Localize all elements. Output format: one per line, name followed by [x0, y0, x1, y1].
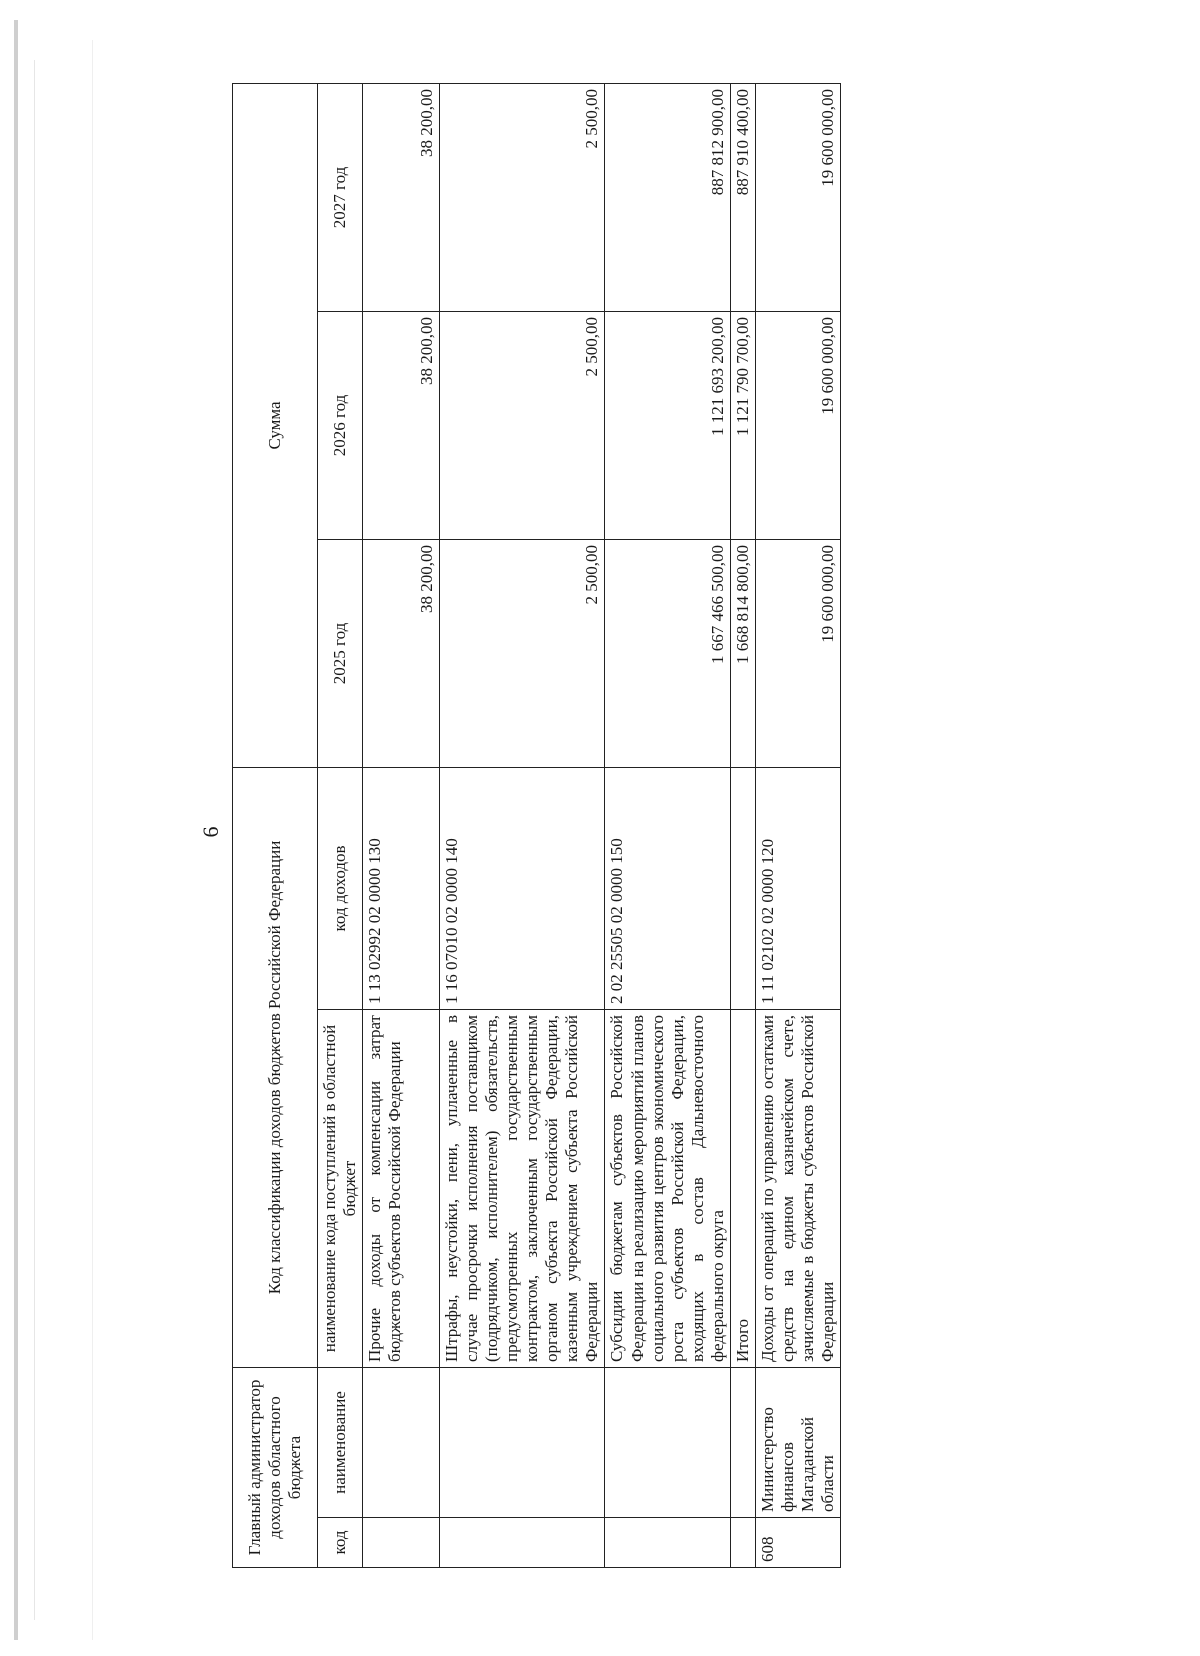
header-row-1 — [233, 83, 318, 1567]
header-row-2 — [318, 83, 363, 1567]
value-2025: 38 200,00 — [363, 539, 440, 767]
value-2026: 2 500,00 — [440, 311, 605, 539]
income-code-cell: 2 02 25505 02 0000 150 — [605, 767, 730, 1009]
value-2027: 887 812 900,00 — [605, 83, 730, 311]
header-2026: 2026 год — [318, 311, 363, 539]
total-row — [730, 83, 755, 1567]
header-2027: 2027 год — [318, 83, 363, 311]
page-number: 6 — [198, 826, 223, 838]
income-name-cell: Доходы от операций по управлению остатками средств на едином казначейском счете, зачисляемые в бюджеты субъектов Российской Федерации — [755, 1010, 840, 1368]
header-income-code: код доходов — [318, 767, 363, 1009]
budget-income-table — [232, 83, 841, 1568]
value-2027: 38 200,00 — [363, 83, 440, 311]
header-kod: код — [318, 1518, 363, 1568]
header-2025: 2025 год — [318, 539, 363, 767]
income-name-cell: Субсидии бюджетам субъектов Российской Федерации на реализацию мероприятий планов социального развития центров экономического роста субъектов Российской Федерации, входящих в состав Дальневосточного федерального округа — [605, 1010, 730, 1368]
scan-edge-artifact — [14, 20, 18, 1640]
header-admin-name: наименование — [318, 1368, 363, 1518]
value-2025: 2 500,00 — [440, 539, 605, 767]
income-name-cell: Прочие доходы от компенсации затрат бюджетов субъектов Российской Федерации — [363, 1010, 440, 1368]
table-row — [440, 83, 605, 1567]
value-2025: 1 667 466 500,00 — [605, 539, 730, 767]
scan-line-artifact — [92, 40, 93, 1640]
header-sum-group: Сумма — [233, 83, 318, 767]
value-2027: 2 500,00 — [440, 83, 605, 311]
value-2026: 38 200,00 — [363, 311, 440, 539]
header-classif-group: Код классификации доходов бюджетов Российской Федерации — [233, 767, 318, 1367]
table-row — [363, 83, 440, 1567]
value-2026: 1 121 693 200,00 — [605, 311, 730, 539]
header-income-name: наименование кода поступлений в областной бюджет — [318, 1010, 363, 1368]
admin-name: Министерство финансов Магаданской области — [755, 1368, 840, 1518]
total-label: Итого — [730, 1010, 755, 1368]
scan-line-artifact — [34, 60, 35, 1620]
table-row — [755, 83, 840, 1567]
rotated-page — [192, 88, 1072, 1576]
value-2025: 19 600 000,00 — [755, 539, 840, 767]
total-2026: 1 121 790 700,00 — [730, 311, 755, 539]
table-row — [605, 83, 730, 1567]
income-code-cell: 1 16 07010 02 0000 140 — [440, 767, 605, 1009]
income-name-cell: Штрафы, неустойки, пени, уплаченные в случае просрочки исполнения поставщиком (подрядчиком, исполнителем) обязательств, предусмотренных государственным контрактом, заключенным государственным органом субъекта Российской Федерации, казенным учреждением субъекта Российской Федерации — [440, 1010, 605, 1368]
admin-kod: 608 — [755, 1518, 840, 1568]
income-code-cell: 1 13 02992 02 0000 130 — [363, 767, 440, 1009]
income-code-cell: 1 11 02102 02 0000 120 — [755, 767, 840, 1009]
value-2027: 19 600 000,00 — [755, 83, 840, 311]
value-2026: 19 600 000,00 — [755, 311, 840, 539]
header-admin-group: Главный администратор доходов областного бюджета — [233, 1368, 318, 1568]
total-2025: 1 668 814 800,00 — [730, 539, 755, 767]
total-2027: 887 910 400,00 — [730, 83, 755, 311]
